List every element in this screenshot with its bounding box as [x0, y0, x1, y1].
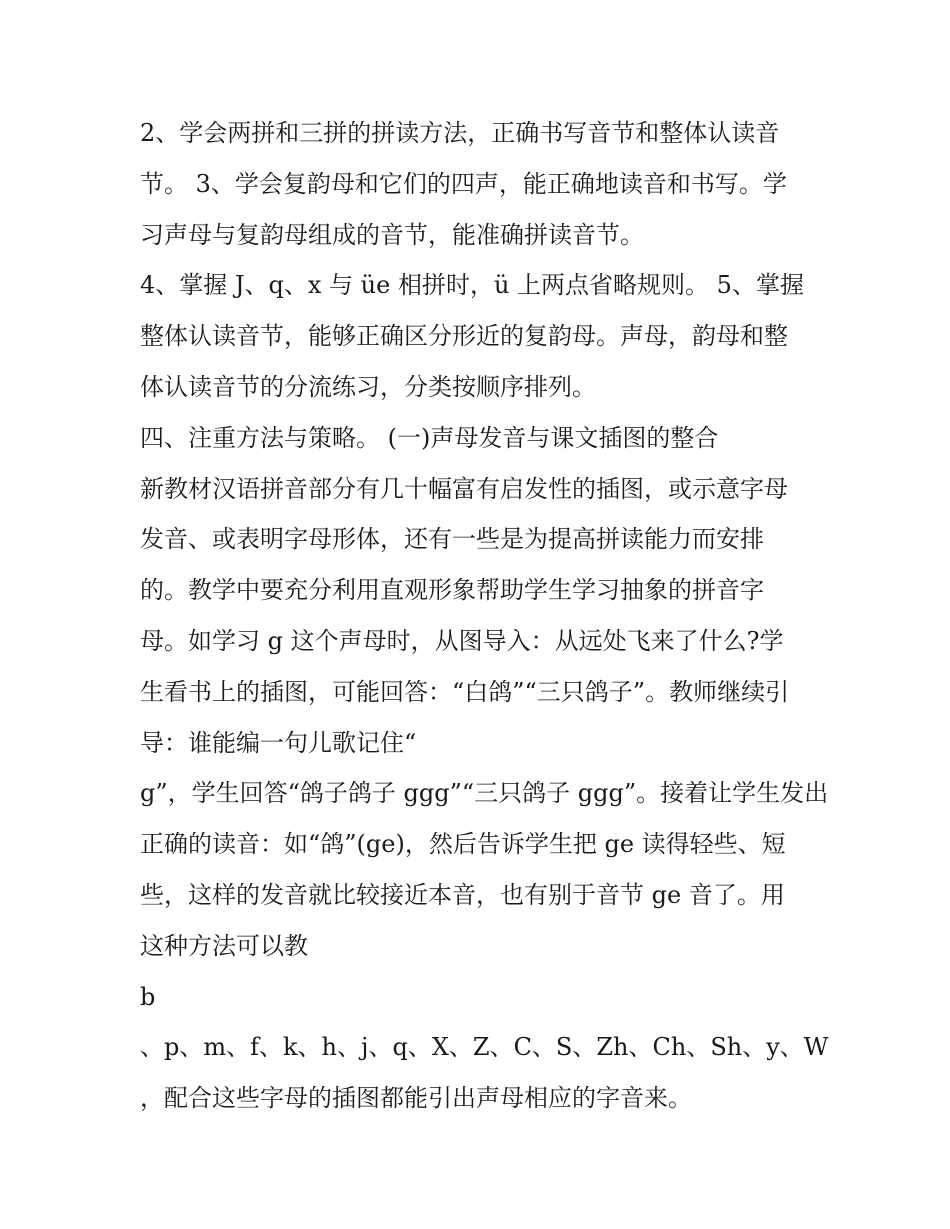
text-line: 新教材汉语拼音部分有几十幅富有启发性的插图，或示意字母 [140, 474, 788, 503]
text-line: 正确的读音：如“鸽”(ge)，然后告诉学生把 ge 读得轻些、短 [140, 830, 786, 859]
text-line: 些，这样的发音就比较接近本音，也有别于音节 ge 音了。用 [140, 880, 785, 909]
text-line: 、p、m、f、k、h、j、q、X、Z、C、S、Zh、Ch、Sh、y、W [140, 1033, 829, 1062]
text-line: 2、学会两拼和三拼的拼读方法，正确书写音节和整体认读音 [140, 119, 780, 147]
text-line: 体认读音节的分流练习，分类按顺序排列。 [140, 372, 596, 401]
text-line: 节。 3、学会复韵母和它们的四声，能正确地读音和书写。学 [140, 169, 787, 198]
body-text [140, 108, 829, 1124]
text-line: ，配合这些字母的插图都能引出声母相应的字音来。 [140, 1084, 692, 1113]
text-line: 生看书上的插图，可能回答：“白鸽”“三只鸽子”。教师继续引 [140, 677, 790, 706]
text-line: 母。如学习 g 这个声母时，从图导入：从远处飞来了什么?学 [140, 626, 784, 655]
text-line: 的。教学中要充分利用直观形象帮助学生学习抽象的拼音字 [140, 576, 764, 605]
text-line: 导：谁能编一句儿歌记住“ [140, 728, 417, 757]
section-heading-line: 四、注重方法与策略。 (一)声母发音与课文插图的整合 [140, 423, 719, 452]
text-line: 这种方法可以教 [140, 931, 308, 960]
text-line: 发音、或表明字母形体，还有一些是为提高拼读能力而安排 [140, 525, 764, 554]
text-line: b [140, 982, 156, 1011]
text-line: 整体认读音节，能够正确区分形近的复韵母。声母，韵母和整 [140, 322, 788, 351]
text-line: 4、掌握 J、q、x 与 üe 相拼时，ü 上两点省略规则。 5、掌握 [140, 271, 804, 300]
text-line: 习声母与复韵母组成的音节，能准确拼读音节。 [140, 220, 644, 249]
text-line: g”，学生回答“鸽子鸽子 ggg”“三只鸽子 ggg”。接着让学生发出 [140, 779, 829, 808]
